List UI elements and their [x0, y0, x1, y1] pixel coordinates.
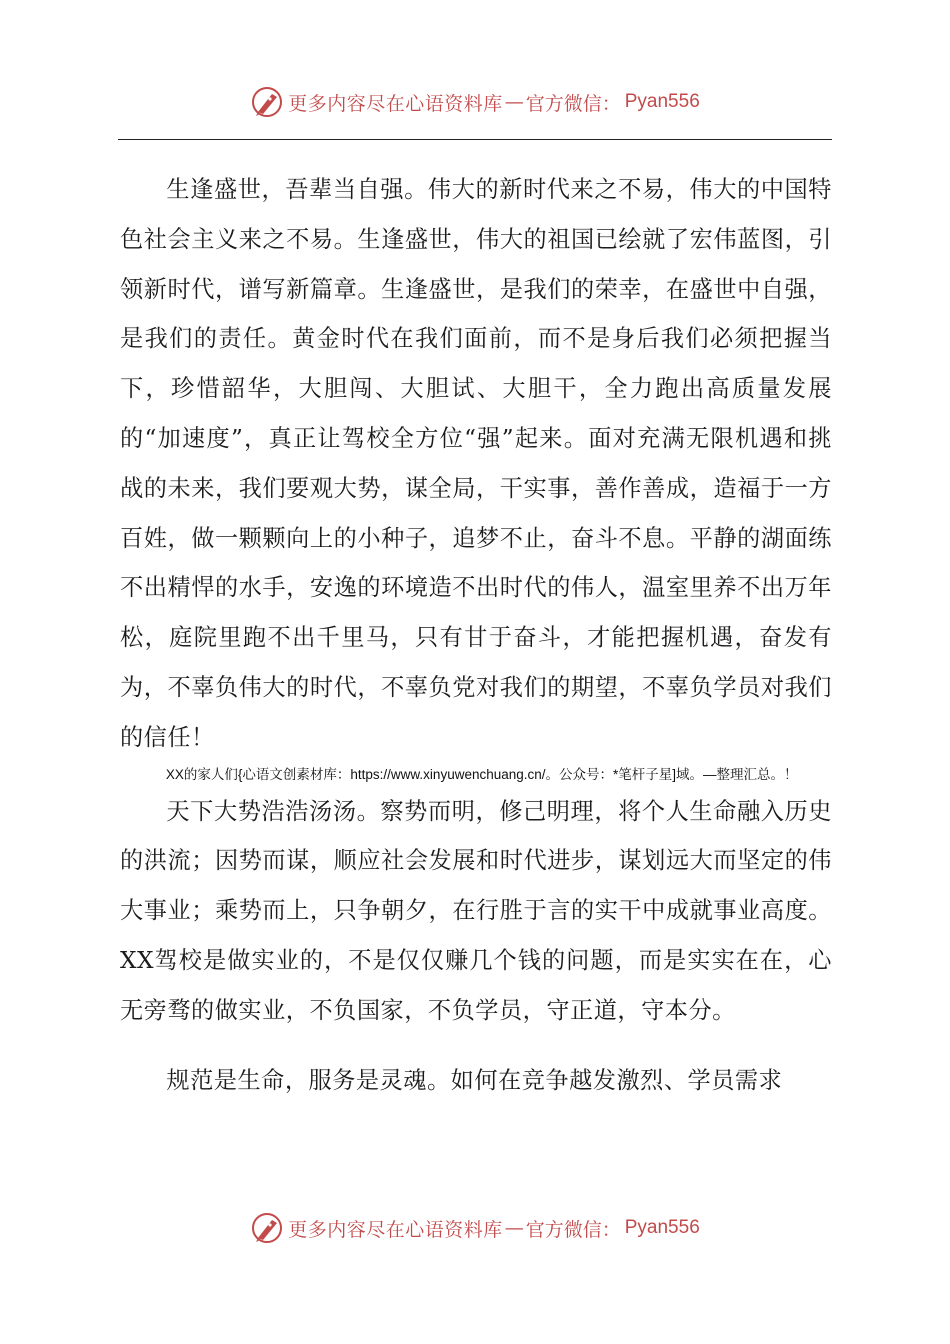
footer-banner: [0, 1208, 950, 1248]
pen-nib-logo-icon: [250, 85, 284, 119]
paragraph-1: 生逢盛世，吾辈当自强。伟大的新时代来之不易，伟大的中国特色社会主义来之不易。生逢盛世，伟大的祖国已绘就了宏伟蓝图，引领新时代，谱写新篇章。生逢盛世，是我们的荣幸，在盛世中自强，是我们的责任。黄金时代在我们面前，而不是身后我们必须把握当下，珍惜韶华，大胆闯、大胆试、大胆干，全力跑出高质量发展的“加速度”，真正让驾校全方位“强”起来。面对充满无限机遇和挑战的未来，我们要观大势，谋全局，干实事，善作善成，造福于一方百姓，做一颗颗向上的小种子，追梦不止，奋斗不息。平静的湖面练不出精悍的水手，安逸的环境造不出时代的伟人，温室里养不出万年松，庭院里跑不出千里马，只有甘于奋斗，才能把握机遇，奋发有为，不辜负伟大的时代，不辜负党对我们的期望，不辜负学员对我们的信任！: [120, 176, 832, 751]
source-note: XX的家人们{心语文创素材库：https://www.xinyuwenchuang.cn/。公众号：*笔杆子星]域。—整理汇总。！: [165, 766, 798, 782]
header-separator: —: [504, 91, 524, 113]
footer-separator: —: [504, 1217, 524, 1239]
footer-wechat-label: 官方微信：: [525, 1218, 621, 1241]
header-wechat-id: Pyan556: [624, 91, 700, 112]
header-wechat-label: 官方微信：: [525, 92, 621, 115]
pen-nib-logo-icon: [250, 1211, 284, 1245]
header-banner: [0, 82, 950, 122]
footer-banner-text: 更多内容尽在心语资料库: [288, 1218, 503, 1241]
document-body: [120, 165, 832, 1105]
paragraph-3: 规范是生命，服务是灵魂。如何在竞争越发激烈、学员需求: [166, 1066, 783, 1094]
footer-wechat-id: Pyan556: [624, 1217, 700, 1238]
header-divider: [118, 139, 832, 140]
paragraph-2: 天下大势浩浩汤汤。察势而明，修己明理，将个人生命融入历史的洪流；因势而谋，顺应社会发展和时代进步，谋划远大而坚定的伟大事业；乘势而上，只争朝夕，在行胜于言的实干中成就事业高度。XX驾校是做实业的，不是仅仅赚几个钱的问题，而是实实在在，心无旁骛的做实业，不负国家，不负学员，守正道，守本分。: [120, 797, 832, 1024]
header-banner-text: 更多内容尽在心语资料库: [288, 92, 503, 115]
